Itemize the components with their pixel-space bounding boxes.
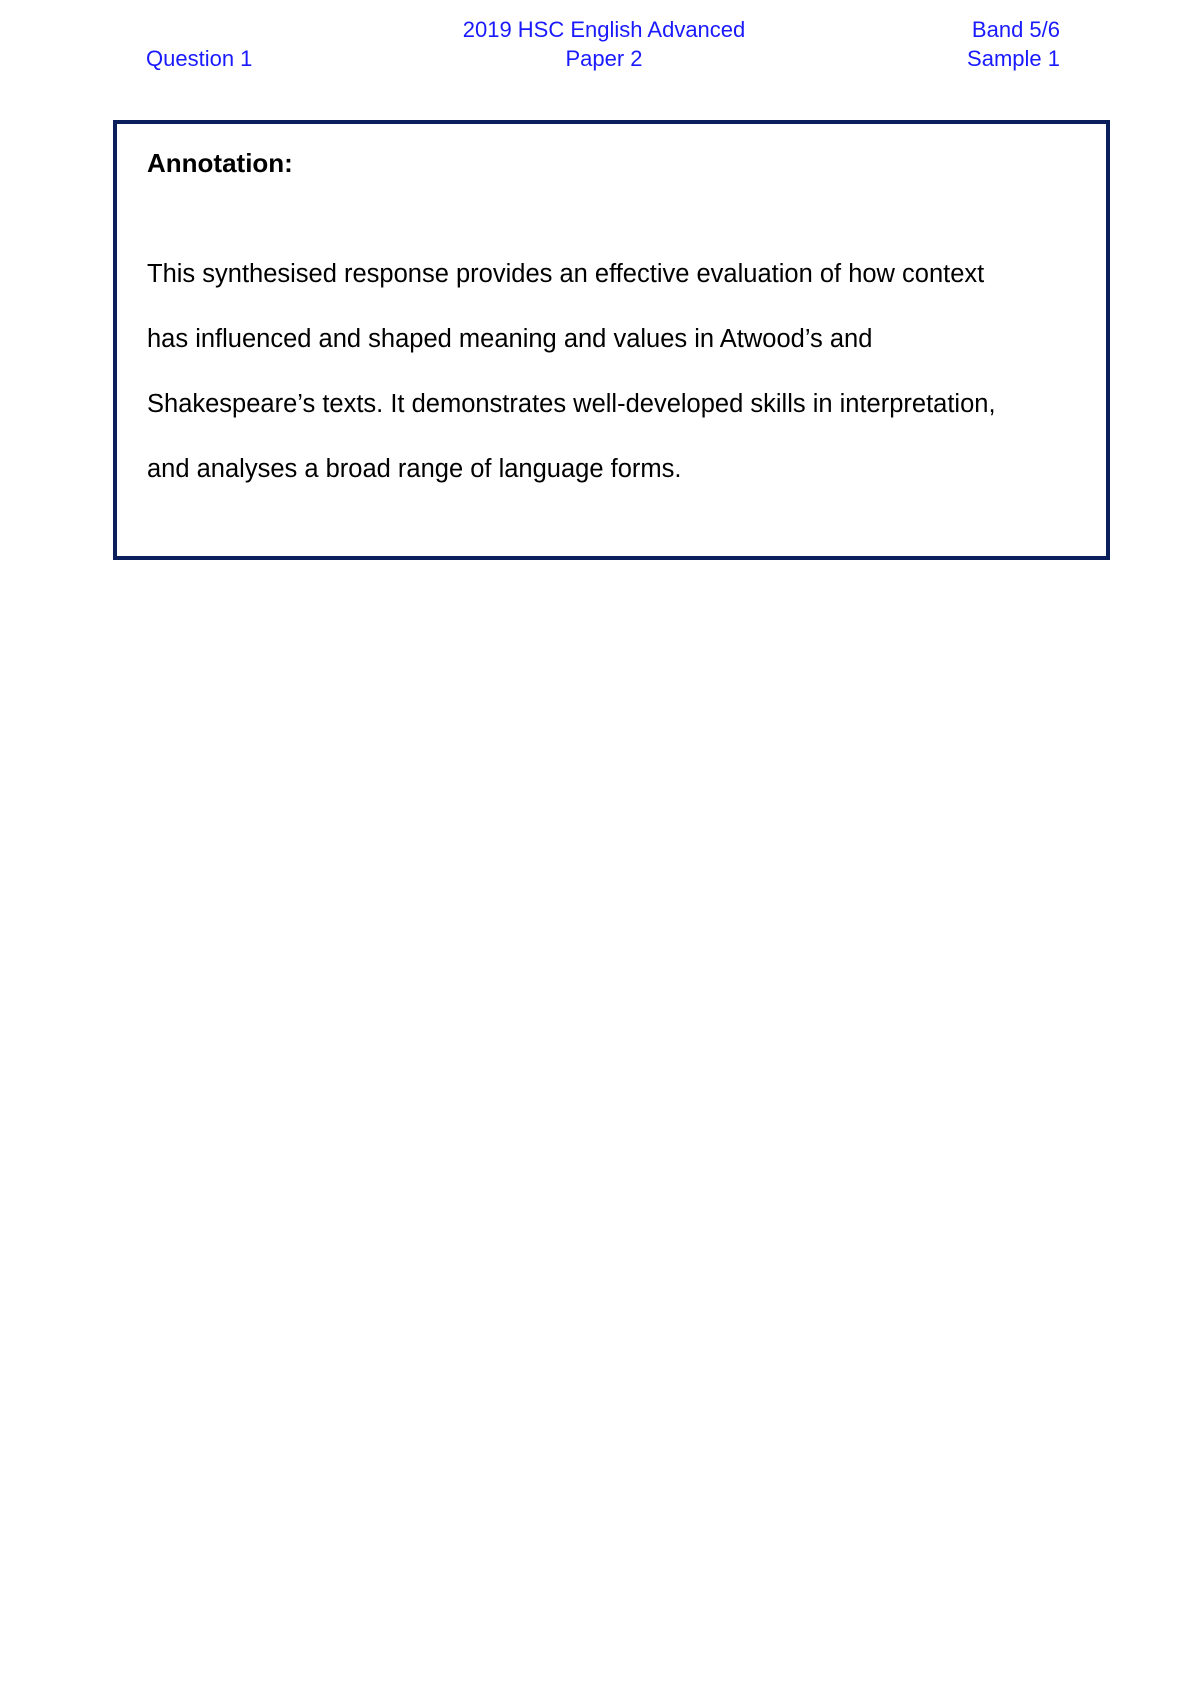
band-sample-info	[967, 15, 1060, 73]
paper-label: Paper 2	[565, 46, 643, 71]
annotation-heading: Annotation:	[147, 148, 293, 178]
exam-name: 2019 HSC English Advanced	[462, 17, 746, 42]
band-label: Band 5/6	[971, 17, 1060, 42]
page-header	[0, 0, 1200, 80]
question-label: Question 1	[146, 46, 253, 71]
sample-label: Sample 1	[967, 46, 1060, 71]
annotation-body: This synthesised response provides an effective evaluation of how context has influenced and shaped meaning and values in Atwood’s and Shakespeare’s texts. It demonstrates well-developed skills in interpretation, and analyses a broad range of language forms.	[147, 260, 996, 483]
annotation-box	[113, 120, 1110, 560]
